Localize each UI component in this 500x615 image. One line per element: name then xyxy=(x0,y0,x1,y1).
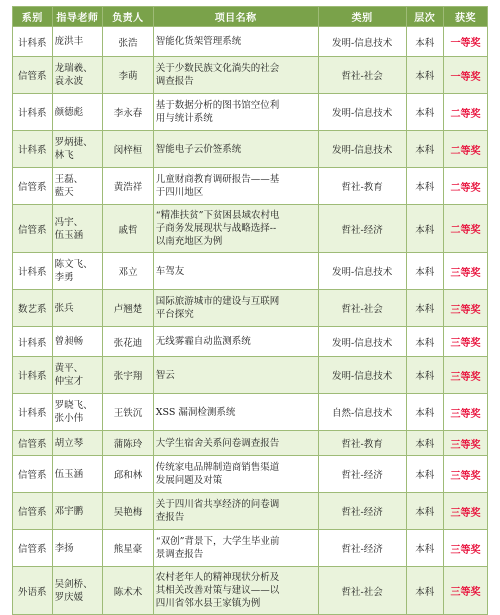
table-row xyxy=(13,131,488,168)
advisor-cell xyxy=(52,168,103,205)
level-cell: 本科 xyxy=(406,94,443,131)
category-cell: 发明-信息技术 xyxy=(318,27,406,57)
category-cell: 发明-信息技术 xyxy=(318,253,406,290)
advisor-cell-line: 林飞 xyxy=(54,150,74,161)
dept-cell: 信管系 xyxy=(13,205,53,253)
table-row xyxy=(13,57,488,94)
prize-cell: 三等奖 xyxy=(443,431,487,456)
advisor-cell xyxy=(52,290,103,327)
project-cell-line: 其相关改善对策与建议——以 xyxy=(155,585,280,596)
advisor-cell-line: 颜德彪 xyxy=(54,106,84,118)
leader-cell: 熊星豪 xyxy=(103,530,154,567)
advisor-cell-line: 罗炳捷、 xyxy=(54,137,93,148)
project-cell-line: 智能化货架管理系统 xyxy=(155,36,242,47)
project-cell-line: 关于少数民族文化淌失的社会 xyxy=(155,63,280,74)
category-cell: 哲社-经济 xyxy=(318,493,406,530)
project-cell-line: 查报告 xyxy=(155,512,185,523)
level-cell: 本科 xyxy=(406,290,443,327)
level-cell: 本科 xyxy=(406,456,443,493)
table-header-row xyxy=(13,7,488,27)
advisor-cell xyxy=(52,456,103,493)
advisor-cell-line: 张小伟 xyxy=(54,413,84,424)
project-cell xyxy=(153,168,318,205)
advisor-cell-line: 曾昶畅 xyxy=(54,336,84,347)
advisor-cell-line: 王磊、 xyxy=(54,174,84,185)
header-category: 类别 xyxy=(318,7,406,27)
prize-cell: 三等奖 xyxy=(443,290,487,327)
level-cell: 本科 xyxy=(406,567,443,615)
category-cell: 哲社-教育 xyxy=(318,168,406,205)
dept-cell: 计科系 xyxy=(13,394,53,431)
dept-cell: 计科系 xyxy=(13,253,53,290)
advisor-cell xyxy=(52,530,103,567)
project-cell xyxy=(153,327,318,357)
table-row xyxy=(13,431,488,456)
header-prize: 获奖 xyxy=(443,7,487,27)
project-cell-line: 农村老年人的精神现状分析及 xyxy=(155,572,280,583)
leader-cell: 邱和林 xyxy=(103,456,154,493)
advisor-cell xyxy=(52,493,103,530)
advisor-cell-line: 伍玉涵 xyxy=(54,468,84,480)
dept-cell: 数艺系 xyxy=(13,290,53,327)
category-cell: 哲社-教育 xyxy=(318,431,406,456)
category-cell: 哲社-经济 xyxy=(318,456,406,493)
category-cell: 哲社-社会 xyxy=(318,57,406,94)
project-cell-line: “双创”背景下，大学生毕业前 xyxy=(155,536,280,547)
prize-cell: 三等奖 xyxy=(443,530,487,567)
level-cell: 本科 xyxy=(406,57,443,94)
category-cell: 哲社-经济 xyxy=(318,530,406,567)
dept-cell: 计科系 xyxy=(13,27,53,57)
advisor-cell xyxy=(52,567,103,615)
advisor-cell-line: 李勇 xyxy=(54,272,74,283)
prize-cell: 三等奖 xyxy=(443,253,487,290)
dept-cell: 信管系 xyxy=(13,168,53,205)
table-row xyxy=(13,530,488,567)
prize-cell: 二等奖 xyxy=(443,205,487,253)
leader-cell: 邓立 xyxy=(103,253,154,290)
category-cell: 发明-信息技术 xyxy=(318,357,406,394)
advisor-cell-line: 吴剑桥、 xyxy=(54,578,93,590)
project-cell xyxy=(153,205,318,253)
advisor-cell-line: 张兵 xyxy=(54,302,74,314)
leader-cell: 李萌 xyxy=(103,57,154,94)
dept-cell: 信管系 xyxy=(13,493,53,530)
advisor-cell-line: 袁永波 xyxy=(54,76,84,87)
project-cell-line: 无线雾霾自动监测系统 xyxy=(155,336,251,347)
dept-cell: 外语系 xyxy=(13,567,53,615)
advisor-cell xyxy=(52,431,103,456)
advisor-cell-line: 胡立琴 xyxy=(54,437,84,449)
project-cell xyxy=(153,131,318,168)
advisor-cell-line: 陈文飞、 xyxy=(54,259,93,270)
advisor-cell-line: 罗庆媛 xyxy=(54,591,84,603)
dept-cell: 信管系 xyxy=(13,431,53,456)
category-cell: 发明-信息技术 xyxy=(318,94,406,131)
dept-cell: 计科系 xyxy=(13,357,53,394)
leader-cell: 卢翘楚 xyxy=(103,290,154,327)
dept-cell: 信管系 xyxy=(13,57,53,94)
table-row xyxy=(13,168,488,205)
project-cell xyxy=(153,27,318,57)
table-row xyxy=(13,357,488,394)
project-cell-line: 传统家电品牌制造商销售渠道 xyxy=(155,462,280,473)
project-cell-line: 于四川地区 xyxy=(155,187,204,198)
prize-cell: 三等奖 xyxy=(443,357,487,394)
advisor-cell xyxy=(52,394,103,431)
project-cell xyxy=(153,94,318,131)
dept-cell: 计科系 xyxy=(13,327,53,357)
level-cell: 本科 xyxy=(406,493,443,530)
header-project: 项目名称 xyxy=(153,7,318,27)
prize-cell: 二等奖 xyxy=(443,168,487,205)
awards-table xyxy=(12,6,488,615)
advisor-cell-line: 罗晓飞、 xyxy=(54,400,93,411)
leader-cell: 蒲陈玲 xyxy=(103,431,154,456)
project-cell xyxy=(153,57,318,94)
table-row xyxy=(13,290,488,327)
advisor-cell-line: 冯宇、 xyxy=(54,216,84,228)
level-cell: 本科 xyxy=(406,327,443,357)
project-cell-line: “精准扶贫”下贫困县域农村电 xyxy=(155,210,280,221)
project-cell-line: 子商务发展现状与战略选择-- xyxy=(155,223,277,234)
advisor-cell-line: 藍天 xyxy=(54,187,74,198)
project-cell-line: 智云 xyxy=(155,369,175,381)
project-cell-line: 用与统计系统 xyxy=(155,113,213,124)
prize-cell: 三等奖 xyxy=(443,567,487,615)
advisor-cell-line: 龙瑞羲、 xyxy=(54,63,93,74)
project-cell xyxy=(153,394,318,431)
project-cell-line: 儿童财商教育调研报告——基 xyxy=(155,174,280,185)
advisor-cell-line: 黄平、 xyxy=(54,363,84,374)
category-cell: 哲社-经济 xyxy=(318,205,406,253)
prize-cell: 二等奖 xyxy=(443,131,487,168)
level-cell: 本科 xyxy=(406,168,443,205)
dept-cell: 计科系 xyxy=(13,94,53,131)
advisor-cell xyxy=(52,327,103,357)
table-row xyxy=(13,205,488,253)
advisor-cell xyxy=(52,205,103,253)
leader-cell: 张宇翔 xyxy=(103,357,154,394)
project-cell-line: 基于数据分析的图书馆空位利 xyxy=(155,100,280,111)
category-cell: 发明-信息技术 xyxy=(318,327,406,357)
category-cell: 发明-信息技术 xyxy=(318,131,406,168)
table-row xyxy=(13,567,488,615)
leader-cell: 陈术术 xyxy=(103,567,154,615)
advisor-cell xyxy=(52,131,103,168)
leader-cell: 吴艳梅 xyxy=(103,493,154,530)
header-advisor: 指导老师 xyxy=(52,7,103,27)
prize-cell: 三等奖 xyxy=(443,456,487,493)
leader-cell: 李永春 xyxy=(103,94,154,131)
level-cell: 本科 xyxy=(406,131,443,168)
category-cell: 哲社-社会 xyxy=(318,567,406,615)
project-cell-line: 发展问题及对策 xyxy=(155,475,223,486)
project-cell-line: XSS 漏洞检测系统 xyxy=(155,406,236,418)
advisor-cell xyxy=(52,357,103,394)
project-cell-line: 车驾友 xyxy=(155,265,185,277)
awards-table-container xyxy=(12,6,488,615)
advisor-cell xyxy=(52,94,103,131)
level-cell: 本科 xyxy=(406,357,443,394)
project-cell xyxy=(153,456,318,493)
table-row xyxy=(13,253,488,290)
advisor-cell-line: 李扬 xyxy=(54,542,74,554)
dept-cell: 计科系 xyxy=(13,131,53,168)
prize-cell: 三等奖 xyxy=(443,394,487,431)
project-cell-line: 景调查报告 xyxy=(155,549,204,560)
prize-cell: 二等奖 xyxy=(443,94,487,131)
project-cell-line: 平台探究 xyxy=(155,309,194,320)
level-cell: 本科 xyxy=(406,394,443,431)
level-cell: 本科 xyxy=(406,431,443,456)
dept-cell: 信管系 xyxy=(13,456,53,493)
level-cell: 本科 xyxy=(406,27,443,57)
advisor-cell-line: 仲宝才 xyxy=(54,376,84,387)
category-cell: 哲社-社会 xyxy=(318,290,406,327)
header-leader: 负责人 xyxy=(103,7,154,27)
table-row xyxy=(13,493,488,530)
project-cell xyxy=(153,290,318,327)
project-cell xyxy=(153,253,318,290)
leader-cell: 张浩 xyxy=(103,27,154,57)
advisor-cell xyxy=(52,253,103,290)
advisor-cell-line: 庞洪丰 xyxy=(54,36,84,47)
prize-cell: 三等奖 xyxy=(443,493,487,530)
project-cell-line: 四川省邻水县王家镇为例 xyxy=(155,598,261,609)
table-row xyxy=(13,27,488,57)
advisor-cell-line: 邓宇鹏 xyxy=(54,505,84,517)
table-row xyxy=(13,394,488,431)
level-cell: 本科 xyxy=(406,205,443,253)
dept-cell: 信管系 xyxy=(13,530,53,567)
leader-cell: 黄浩祥 xyxy=(103,168,154,205)
project-cell-line: 智能电子云价签系统 xyxy=(155,143,242,155)
header-level: 层次 xyxy=(406,7,443,27)
project-cell xyxy=(153,431,318,456)
leader-cell: 张花迪 xyxy=(103,327,154,357)
advisor-cell xyxy=(52,27,103,57)
table-row xyxy=(13,94,488,131)
project-cell xyxy=(153,493,318,530)
project-cell xyxy=(153,357,318,394)
project-cell-line: 以南充地区为例 xyxy=(155,236,223,247)
header-dept: 系别 xyxy=(13,7,53,27)
prize-cell: 一等奖 xyxy=(443,57,487,94)
advisor-cell xyxy=(52,57,103,94)
leader-cell: 王铁沉 xyxy=(103,394,154,431)
project-cell xyxy=(153,567,318,615)
prize-cell: 三等奖 xyxy=(443,327,487,357)
level-cell: 本科 xyxy=(406,253,443,290)
prize-cell: 一等奖 xyxy=(443,27,487,57)
table-row xyxy=(13,327,488,357)
project-cell xyxy=(153,530,318,567)
leader-cell: 闵梓桓 xyxy=(103,131,154,168)
leader-cell: 戚哲 xyxy=(103,205,154,253)
project-cell-line: 国际旅游城市的建设与互联网 xyxy=(155,296,280,307)
project-cell-line: 关于四川省共享经济的问卷调 xyxy=(155,499,280,510)
category-cell: 自然-信息技术 xyxy=(318,394,406,431)
level-cell: 本科 xyxy=(406,530,443,567)
advisor-cell-line: 伍玉涵 xyxy=(54,229,84,241)
project-cell-line: 大学生宿舍关系问卷调查报告 xyxy=(155,437,280,449)
table-row xyxy=(13,456,488,493)
project-cell-line: 调查报告 xyxy=(155,76,194,87)
